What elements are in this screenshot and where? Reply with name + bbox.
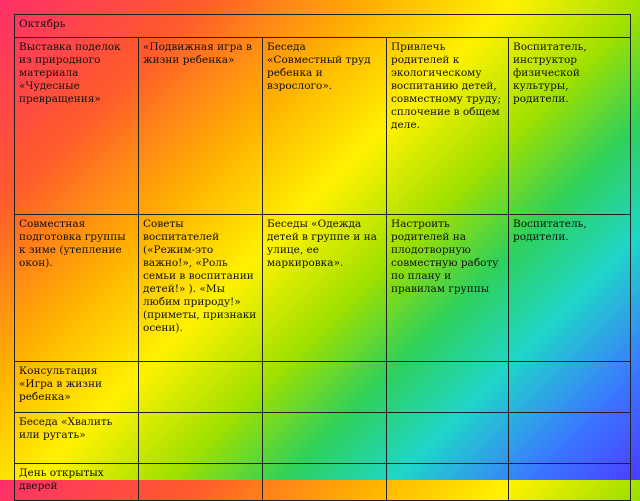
table-cell: Беседы «Одежда детей в группе и на улице, ее маркировка». <box>263 215 387 362</box>
table-cell: «Подвижная игра в жизни ребенка» <box>139 38 263 215</box>
table-cell <box>263 362 387 413</box>
table-row <box>15 362 631 413</box>
table-cell: Консультация «Игра в жизни ребенка» <box>15 362 139 413</box>
table-row <box>15 413 631 464</box>
table-row <box>15 215 631 362</box>
table-cell: Настроить родителей на плодотворную совместную работу по плану и правилам группы <box>387 215 509 362</box>
table-cell: Воспитатель, родители. <box>509 215 631 362</box>
table-cell: Беседа «Хвалить или ругать» <box>15 413 139 464</box>
table-cell: Привлечь родителей к экологическому воспитанию детей, совместному труду; сплочение в общем деле. <box>387 38 509 215</box>
table-cell <box>139 413 263 464</box>
table-cell <box>387 413 509 464</box>
table-cell: Беседа «Совместный труд ребенка и взрослого». <box>263 38 387 215</box>
table-cell <box>263 464 387 501</box>
table-cell: Советы воспитателей («Режим-это важно!», «Роль семьи в воспитании детей!» ). «Мы любим природу!» (приметы, признаки осени). <box>139 215 263 362</box>
table-cell <box>509 362 631 413</box>
month-title: Октябрь <box>15 15 631 38</box>
table-cell <box>509 464 631 501</box>
table-row <box>15 38 631 215</box>
table-cell <box>263 413 387 464</box>
table-cell: День открытых дверей <box>15 464 139 501</box>
plan-table <box>14 14 631 501</box>
table-cell: Совместная подготовка группы к зиме (утепление окон). <box>15 215 139 362</box>
table-cell <box>387 362 509 413</box>
table-cell <box>387 464 509 501</box>
table-cell: Воспитатель, инструктор физической культуры, родители. <box>509 38 631 215</box>
table-cell <box>139 362 263 413</box>
table-header-row <box>15 15 631 38</box>
table-cell <box>509 413 631 464</box>
table-cell <box>139 464 263 501</box>
table-row <box>15 464 631 501</box>
table-cell: Выставка поделок из природного материала «Чудесные превращения» <box>15 38 139 215</box>
